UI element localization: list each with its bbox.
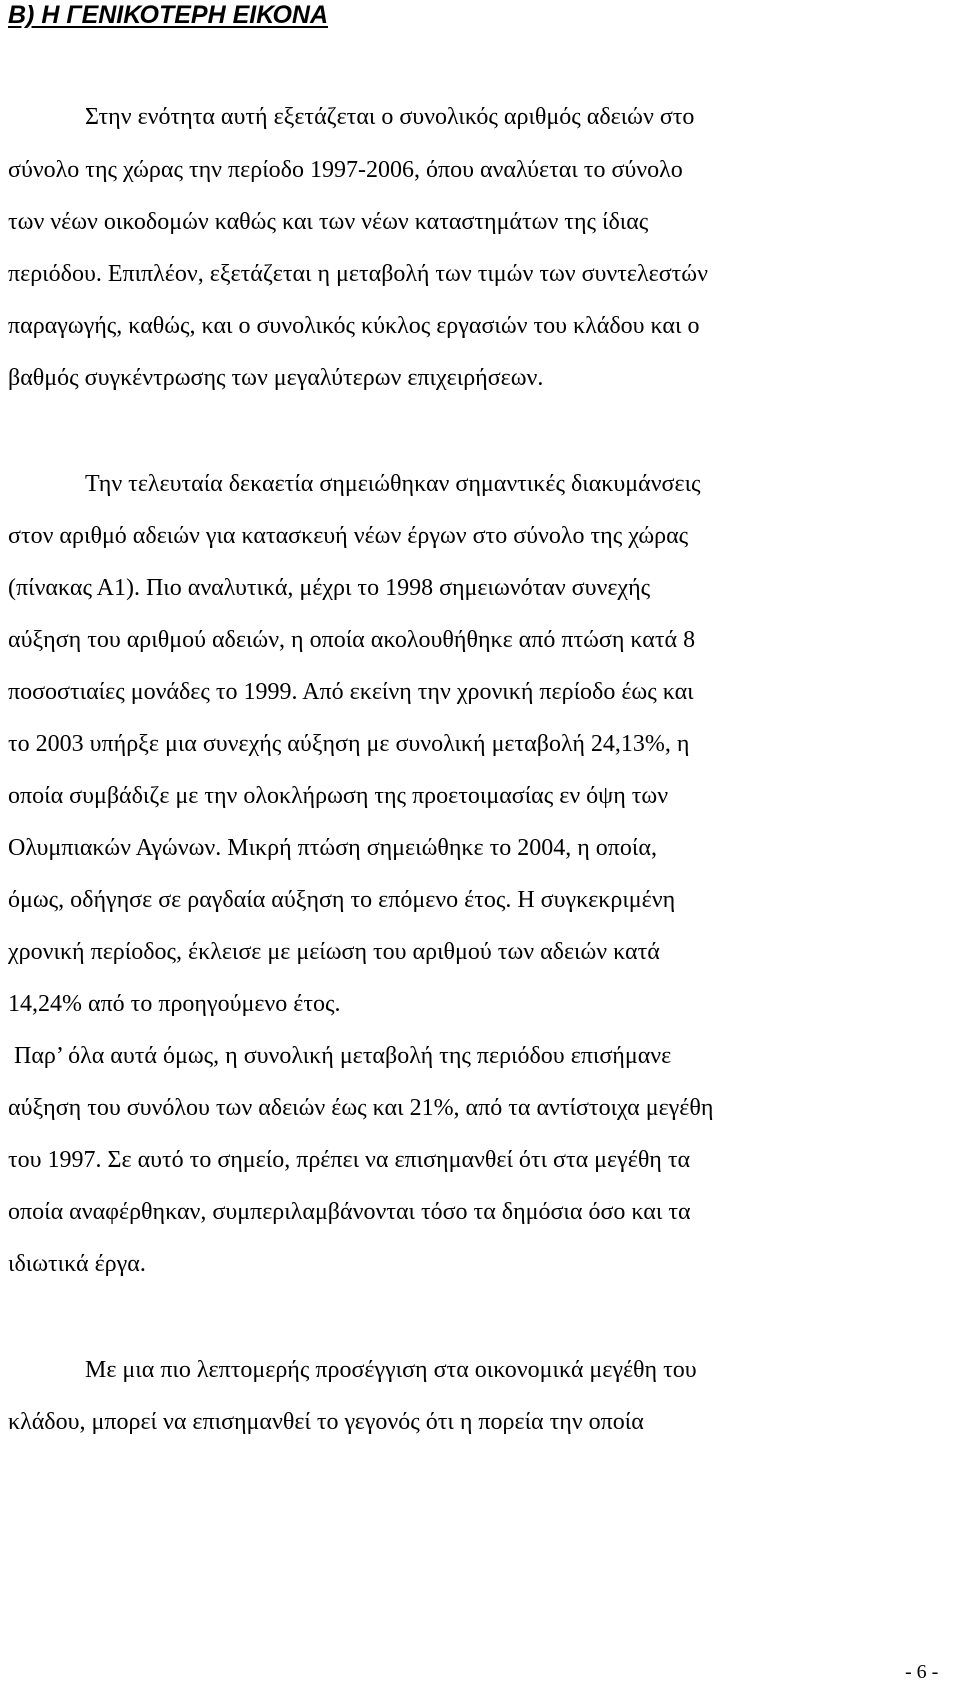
paragraph-line: αύξηση του αριθμού αδειών, η οποία ακολουθήθηκε από πτώση κατά 8 [8, 627, 696, 653]
paragraph-line: κλάδου, μπορεί να επισημανθεί το γεγονός ότι η πορεία την οποία [8, 1409, 644, 1435]
paragraph-line: σύνολο της χώρας την περίοδο 1997-2006, όπου αναλύεται το σύνολο [8, 157, 683, 183]
paragraph-line: Με μια πιο λεπτομερής προσέγγιση στα οικονομικά μεγέθη του [85, 1357, 697, 1383]
paragraph-line: το 2003 υπήρξε μια συνεχής αύξηση με συνολική μεταβολή 24,13%, η [8, 731, 690, 757]
paragraph-line: στον αριθμό αδειών για κατασκευή νέων έργων στο σύνολο της χώρας [8, 523, 689, 549]
section-heading: Β) Η ΓΕΝΙΚΟΤΕΡΗ ΕΙΚΟΝΑ [8, 1, 329, 29]
paragraph-line: χρονική περίοδος, έκλεισε με μείωση του αριθμού των αδειών κατά [8, 939, 660, 965]
paragraph-line: παραγωγής, καθώς, και ο συνολικός κύκλος εργασιών του κλάδου και ο [8, 313, 700, 339]
paragraph-line: βαθμός συγκέντρωσης των μεγαλύτερων επιχειρήσεων. [8, 365, 544, 391]
paragraph-line: αύξηση του συνόλου των αδειών έως και 21%, από τα αντίστοιχα μεγέθη [8, 1095, 714, 1121]
paragraph-line: 14,24% από το προηγούμενο έτος. [8, 991, 341, 1017]
paragraph-line: όμως, οδήγησε σε ραγδαία αύξηση το επόμενο έτος. Η συγκεκριμένη [8, 887, 676, 913]
paragraph-line: Ολυμπιακών Αγώνων. Μικρή πτώση σημειώθηκε το 2004, η οποία, [8, 835, 657, 861]
paragraph-line: περιόδου. Επιπλέον, εξετάζεται η μεταβολή των τιμών των συντελεστών [8, 261, 708, 287]
paragraph-line: του 1997. Σε αυτό το σημείο, πρέπει να επισημανθεί ότι στα μεγέθη τα [8, 1147, 691, 1173]
paragraph-line: οποία συμβάδιζε με την ολοκλήρωση της προετοιμασίας εν όψη των [8, 783, 669, 809]
paragraph-line: (πίνακας Α1). Πιο αναλυτικά, μέχρι το 1998 σημειωνόταν συνεχής [8, 575, 651, 601]
page-number: - 6 - [905, 1661, 939, 1683]
paragraph-line: οποία αναφέρθηκαν, συμπεριλαμβάνονται τόσο τα δημόσια όσο και τα [8, 1199, 691, 1225]
paragraph-line: Στην ενότητα αυτή εξετάζεται ο συνολικός αριθμός αδειών στο [85, 104, 695, 130]
paragraph-line: των νέων οικοδομών καθώς και των νέων καταστημάτων της ίδιας [8, 209, 649, 235]
paragraph-line: Την τελευταία δεκαετία σημειώθηκαν σημαντικές διακυμάνσεις [85, 471, 701, 497]
paragraph-line: ιδιωτικά έργα. [8, 1251, 146, 1277]
paragraph-line: Παρ’ όλα αυτά όμως, η συνολική μεταβολή της περιόδου επισήμανε [14, 1043, 672, 1069]
paragraph-line: ποσοστιαίες μονάδες το 1999. Από εκείνη την χρονική περίοδο έως και [8, 679, 694, 705]
